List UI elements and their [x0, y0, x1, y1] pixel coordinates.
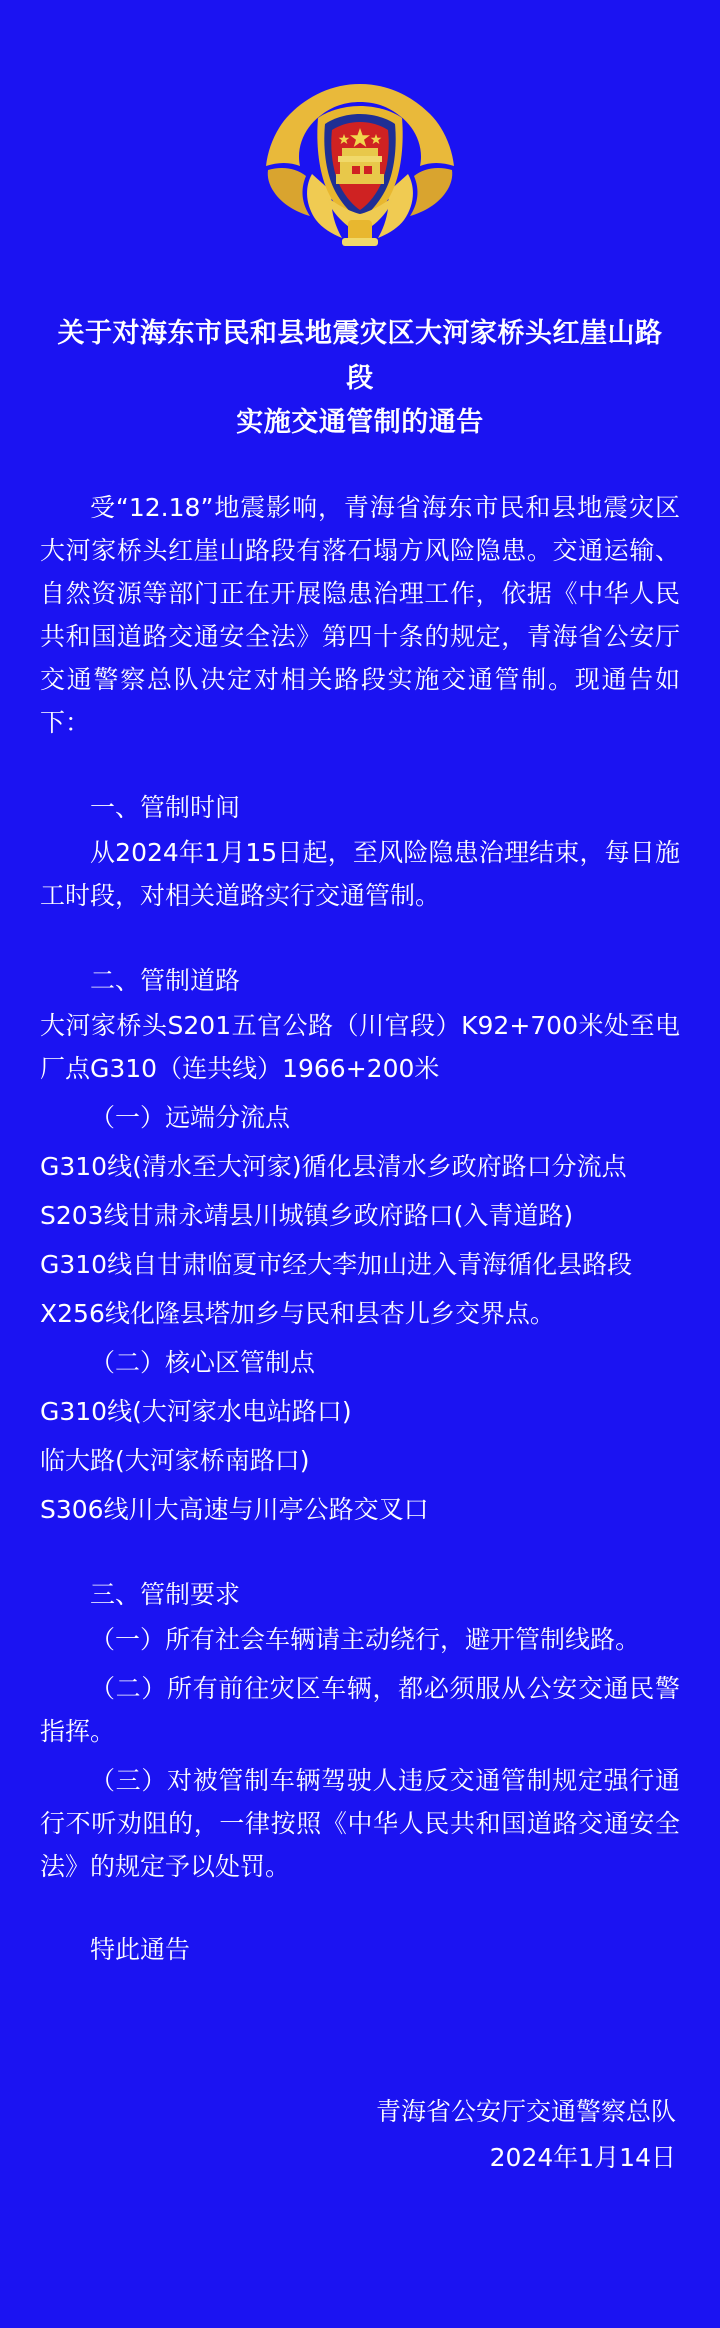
document-title — [56, 312, 664, 446]
china-police-emblem — [260, 70, 460, 260]
section-3-item-1: （一）所有社会车辆请主动绕行，避开管制线路。 — [90, 1624, 641, 1654]
intro-paragraph: 受“12.18”地震影响，青海省海东市民和县地震灾区大河家桥头红崖山路段有落石塌方风险隐患。交通运输、自然资源等部门正在开展隐患治理工作，依据《中华人民共和国道路交通安全法》第四十条的规定，青海省公安厅交通警察总队决定对相关路段实施交通管制。现通告如下： — [40, 492, 680, 737]
emblem-container — [0, 0, 720, 260]
signature-block — [40, 2091, 676, 2180]
section-2-sub2-item-2: 临大路(大河家桥南路口) — [40, 1445, 310, 1475]
title-line-2: 实施交通管制的通告 — [236, 407, 484, 439]
issue-date: 2024年1月14日 — [489, 2143, 676, 2173]
section-2-heading: 二、管制道路 — [90, 965, 241, 995]
section-2-sub2-item-1: G310线(大河家水电站路口) — [40, 1396, 352, 1426]
section-2-sub2-heading: （二）核心区管制点 — [90, 1347, 316, 1377]
closing-text: 特此通告 — [90, 1934, 191, 1964]
section-2-sub2-item-3: S306线川大高速与川亭公路交叉口 — [40, 1494, 429, 1524]
section-2-sub1-item-3: G310线自甘肃临夏市经大李加山进入青海循化县路段 — [40, 1249, 633, 1279]
section-3-item-3: （三）对被管制车辆驾驶人违反交通管制规定强行通行不听劝阻的，一律按照《中华人民共和国道路交通安全法》的规定予以处罚。 — [40, 1765, 680, 1881]
section-3-heading: 三、管制要求 — [90, 1579, 241, 1609]
section-1-text: 从2024年1月15日起，至风险隐患治理结束，每日施工时段，对相关道路实行交通管制。 — [40, 837, 680, 910]
section-2-sub1-heading: （一）远端分流点 — [90, 1102, 291, 1132]
section-3-item-2: （二）所有前往灾区车辆，都必须服从公安交通民警指挥。 — [40, 1673, 680, 1746]
section-1-heading: 一、管制时间 — [90, 792, 241, 822]
title-line-1: 关于对海东市民和县地震灾区大河家桥头红崖山路段 — [57, 318, 663, 394]
issuing-organization: 青海省公安厅交通警察总队 — [375, 2096, 676, 2126]
section-2-lead: 大河家桥头S201五官公路（川官段）K92+700米处至电厂点G310（连共线）1966+200米 — [40, 1010, 680, 1083]
section-2-sub1-item-1: G310线(清水至大河家)循化县清水乡政府路口分流点 — [40, 1151, 627, 1181]
document-body — [40, 486, 680, 1971]
section-2-sub1-item-4: X256线化隆县塔加乡与民和县杏儿乡交界点。 — [40, 1298, 555, 1328]
section-2-sub1-item-2: S203线甘肃永靖县川城镇乡政府路口(入青道路) — [40, 1200, 574, 1230]
